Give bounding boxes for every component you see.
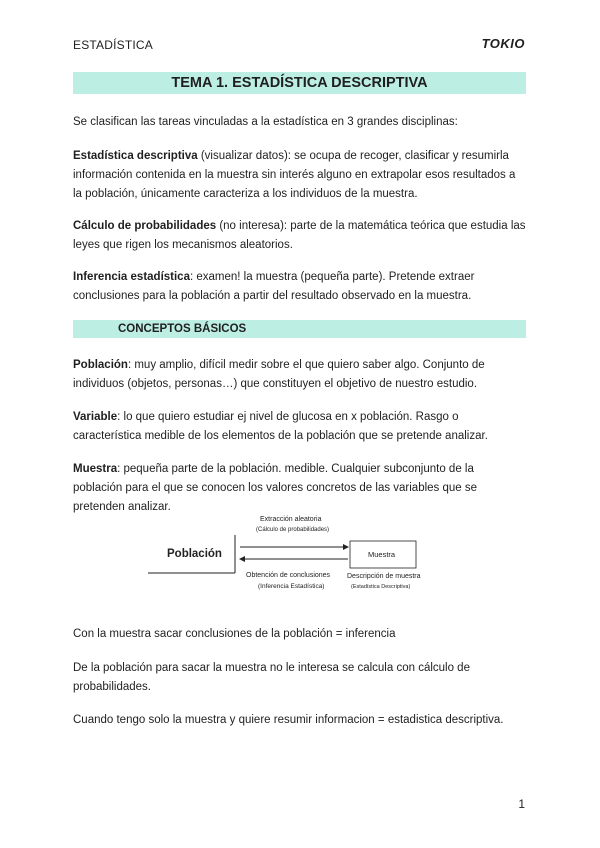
label-extraccion: Extracción aleatoria — [260, 516, 322, 523]
term-variable: Variable — [73, 411, 118, 423]
header-subject: ESTADÍSTICA — [73, 38, 153, 52]
section-subtitle: CONCEPTOS BÁSICOS — [118, 323, 247, 335]
paragraph-conclusion-descriptiva: Cuando tengo solo la muestra y quiere resumir informacion = estadistica descriptiva. — [73, 714, 504, 726]
sampling-diagram — [140, 510, 440, 605]
label-inferencia: (Inferencia Estadística) — [258, 583, 325, 590]
title-banner — [73, 72, 526, 94]
text-variable: : lo que quiero estudiar ej nivel de glucosa en x población. Rasgo o característica medible de los elementos de la población que se pretende analizar. — [73, 411, 488, 442]
paragraph-inferencia — [73, 268, 526, 306]
text-probabilidades: (no interesa): parte de la matemática teórica que estudia las leyes que rigen los mecanismos aleatorios. — [73, 220, 526, 251]
label-muestra: Muestra — [368, 550, 396, 559]
intro-paragraph: Se clasifican las tareas vinculadas a la estadística en 3 grandes disciplinas: — [73, 116, 458, 128]
term-poblacion: Población — [73, 359, 128, 371]
paragraph-conclusion-inferencia: Con la muestra sacar conclusiones de la población = inferencia — [73, 628, 396, 640]
text-descriptiva: (visualizar datos): se ocupa de recoger, clasificar y resumirla información contenida en la muestra sin interés alguno en extrapolar esos resultados a la población, únicamente caracteriza a los individuos de la muestra. — [73, 150, 516, 200]
paragraph-variable — [73, 408, 526, 446]
label-estadistica-descriptiva: (Estadística Descriptiva) — [351, 584, 411, 590]
term-probabilidades: Cálculo de probabilidades — [73, 220, 217, 232]
paragraph-descriptiva — [73, 147, 526, 204]
paragraph-probabilidades — [73, 217, 526, 255]
header-brand: TOKIO — [481, 36, 525, 51]
term-muestra: Muestra — [73, 463, 118, 475]
page-title: TEMA 1. ESTADÍSTICA DESCRIPTIVA — [171, 75, 428, 91]
label-obtencion: Obtención de conclusiones — [246, 572, 331, 579]
paragraph-muestra — [73, 460, 526, 517]
page-number: 1 — [518, 797, 525, 811]
label-poblacion: Población — [167, 548, 222, 560]
label-calculo: (Cálculo de probabilidades) — [256, 527, 330, 533]
text-poblacion: : muy amplio, difícil medir sobre el que quiero saber algo. Conjunto de individuos (objetos, personas…) que constituyen el objetivo de nuestro estudio. — [73, 359, 485, 390]
label-descripcion: Descripción de muestra — [347, 573, 421, 580]
paragraph-conclusion-probabilidades: De la población para sacar la muestra no le interesa se calcula con cálculo de probabilidades. — [73, 662, 470, 693]
term-inferencia: Inferencia estadística — [73, 271, 190, 283]
text-muestra: : pequeña parte de la población. medible. Cualquier subconjunto de la población para el que se conocen los valores concretos de las variables que se pretenden analizar. — [73, 463, 478, 513]
subtitle-banner — [73, 320, 526, 338]
paragraph-poblacion — [73, 356, 526, 394]
text-inferencia: : examen! la muestra (pequeña parte). Pretende extraer conclusiones para la población a partir del resultado observado en la muestra. — [73, 271, 475, 302]
term-descriptiva: Estadística descriptiva — [73, 150, 198, 162]
